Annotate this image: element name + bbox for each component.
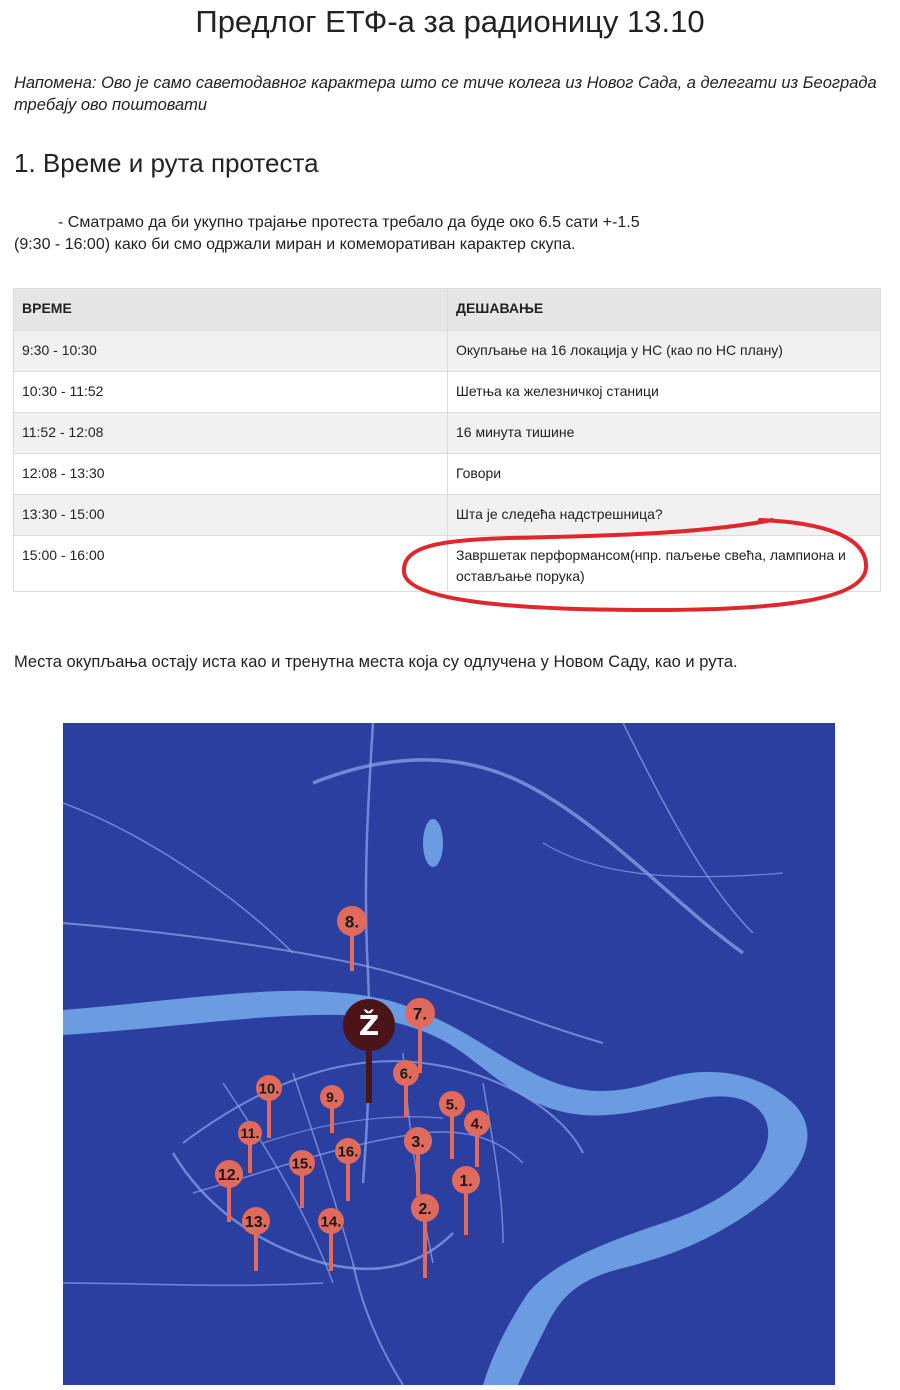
map-pin-15 xyxy=(289,1150,315,1208)
pin-label: 3. xyxy=(411,1133,425,1151)
lake xyxy=(423,819,443,867)
pin-label: 8. xyxy=(344,912,360,932)
map-canvas xyxy=(63,723,835,1385)
pin-label: 12. xyxy=(217,1166,241,1184)
places-paragraph: Места окупљања остају иста као и тренутна места која су одлучена у Новом Саду, као и рута. xyxy=(14,653,738,671)
row-event: Окупљање на 16 локација у НС (као по НС плану) xyxy=(448,331,881,372)
note-paragraph: Напомена: Ово је само саветодавног карактера што се тиче колега из Новог Сада, а делегати из Београда требају ово поштовати xyxy=(14,74,877,114)
row-time: 12:08 - 13:30 xyxy=(14,454,448,495)
pin-label: 13. xyxy=(244,1213,268,1231)
pin-label: 9. xyxy=(326,1089,338,1106)
map-pin-4 xyxy=(464,1110,490,1167)
table-row xyxy=(14,372,881,413)
table-row xyxy=(14,413,881,454)
pin-label: 4. xyxy=(470,1115,484,1133)
table-row xyxy=(14,536,881,592)
pin-label: 14. xyxy=(320,1213,342,1231)
pin-label: 16. xyxy=(337,1143,359,1161)
pin-label: 5. xyxy=(445,1096,459,1114)
row-event: Говори xyxy=(448,454,881,495)
pin-label: 11. xyxy=(240,1125,260,1142)
row-time: 13:30 - 15:00 xyxy=(14,495,448,536)
table-row xyxy=(14,454,881,495)
map-pin-6 xyxy=(393,1060,419,1117)
pin-label: 2. xyxy=(418,1200,432,1218)
intro-line-1: - Сматрамо да би укупно трајање протеста требало да буде око 6.5 сати +-1.5 xyxy=(58,214,640,231)
pin-label: 15. xyxy=(291,1155,313,1173)
map-pin-3 xyxy=(404,1127,432,1196)
map-pin-12 xyxy=(215,1160,243,1222)
map-pin-9 xyxy=(320,1085,344,1133)
row-time: 10:30 - 11:52 xyxy=(14,372,448,413)
pin-label: 6. xyxy=(399,1065,413,1083)
intro-paragraph xyxy=(14,212,886,256)
row-event: Шетња ка железничкој станици xyxy=(448,372,881,413)
road-network xyxy=(63,723,783,1385)
danube-river xyxy=(63,991,807,1385)
pin-label: 1. xyxy=(459,1172,473,1190)
document-title: Предлог ЕТФ-а за радионицу 13.10 xyxy=(195,4,705,39)
row-time: 9:30 - 10:30 xyxy=(14,331,448,372)
table-row xyxy=(14,331,881,372)
row-event: Шта је следећа надстрешница? xyxy=(448,495,881,536)
map-pin-1 xyxy=(452,1166,480,1235)
map-pin-16 xyxy=(335,1138,361,1201)
railway-station-pin xyxy=(343,999,395,1103)
pin-label: 7. xyxy=(412,1004,428,1024)
table-row xyxy=(14,495,881,536)
route-map xyxy=(63,723,835,1385)
row-event: 16 минута тишине xyxy=(448,413,881,454)
pin-label: 10. xyxy=(258,1080,280,1098)
column-header-time: ВРЕМЕ xyxy=(14,289,448,331)
map-pin-11 xyxy=(238,1121,262,1173)
map-pin-5 xyxy=(439,1091,465,1159)
column-header-event: ДЕШАВАЊЕ xyxy=(448,289,881,331)
section-heading: 1. Време и рута протеста xyxy=(14,148,319,178)
row-time: 11:52 - 12:08 xyxy=(14,413,448,454)
row-event: Завршетак перформансом(нпр. паљење свећа, лампиона и остављање порука) xyxy=(448,536,881,592)
intro-line-2: (9:30 - 16:00) како би смо одржали миран и комеморативан карактер скупа. xyxy=(14,236,576,253)
table-header-row xyxy=(14,289,881,331)
schedule-table xyxy=(13,288,881,592)
row-time: 15:00 - 16:00 xyxy=(14,536,448,592)
station-pin-label: Ž xyxy=(358,1009,380,1042)
map-pin-2 xyxy=(411,1194,439,1278)
